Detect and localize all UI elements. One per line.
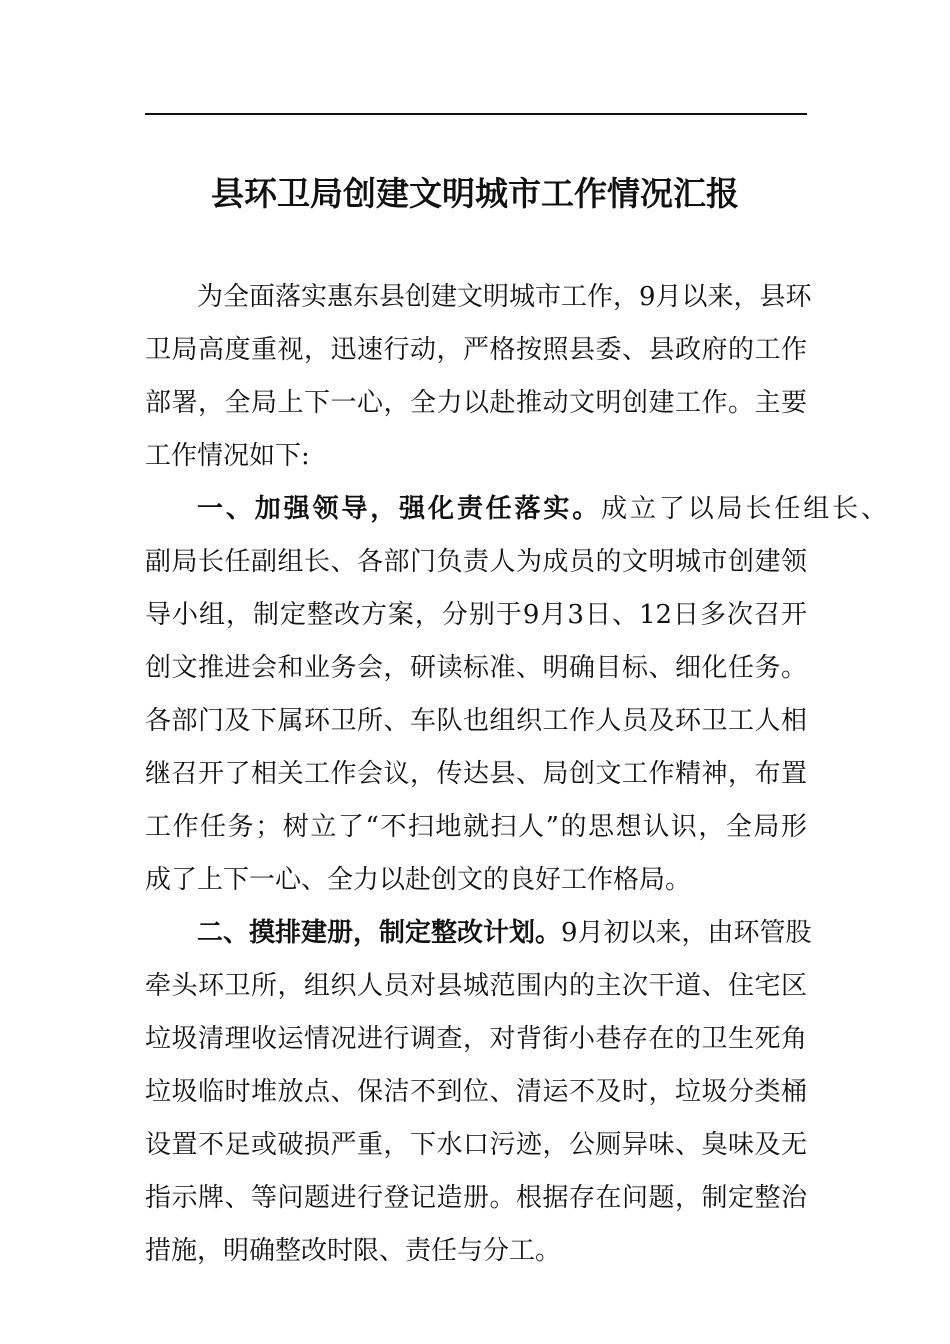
section1-first-line <box>145 483 887 536</box>
section1-line: 副局长任副组长、各部门负责人为成员的文明城市创建领 <box>145 547 807 577</box>
section1-heading: 一、加强领导，强化责任落实。 <box>197 494 602 524</box>
section2-line: 指示牌、等问题进行登记造册。根据存在问题，制定整治 <box>145 1183 807 1213</box>
section1-line: 成了上下一心、全力以赴创文的良好工作格局。 <box>145 865 692 895</box>
section2-line: 牵头环卫所，组织人员对县城范围内的主次干道、住宅区 <box>145 971 807 1001</box>
section1-line: 创文推进会和业务会，研读标准、明确目标、细化任务。 <box>145 653 807 683</box>
section1-line: 继召开了相关工作会议，传达县、局创文工作精神，布置 <box>145 759 807 789</box>
section1-line: 各部门及下属环卫所、车队也组织工作人员及环卫工人相 <box>145 706 807 736</box>
section2-line: 措施，明确整改时限、责任与分工。 <box>145 1236 562 1266</box>
document-title: 县环卫局创建文明城市工作情况汇报 <box>211 174 739 213</box>
section2-line: 垃圾清理收运情况进行调查，对背街小巷存在的卫生死角 <box>145 1024 807 1054</box>
section2-line: 设置不足或破损严重，下水口污迹，公厕异味、臭味及无 <box>145 1130 807 1160</box>
section2-first-line-text: 9月初以来，由环管股 <box>561 918 812 948</box>
section2-line: 垃圾临时堆放点、保洁不到位、清运不及时，垃圾分类桶 <box>145 1077 807 1107</box>
section1-first-line-text: 成立了以局长任组长、 <box>601 494 887 524</box>
section1-line: 导小组，制定整改方案，分别于9月3日、12日多次召开 <box>145 600 807 630</box>
intro-line: 为全面落实惠东县创建文明城市工作，9月以来，县环 <box>197 282 812 312</box>
document-body <box>145 271 887 1278</box>
section2-heading: 二、摸排建册，制定整改计划。 <box>197 918 562 948</box>
intro-line: 部署，全局上下一心，全力以赴推动文明创建工作。主要 <box>145 388 807 418</box>
section1-line: 工作任务；树立了“不扫地就扫人”的思想认识，全局形 <box>145 812 807 842</box>
section2-first-line <box>145 907 812 960</box>
intro-line: 卫局高度重视，迅速行动，严格按照县委、县政府的工作 <box>145 335 807 365</box>
header-rule <box>145 113 807 115</box>
intro-line: 工作情况如下: <box>145 441 310 471</box>
